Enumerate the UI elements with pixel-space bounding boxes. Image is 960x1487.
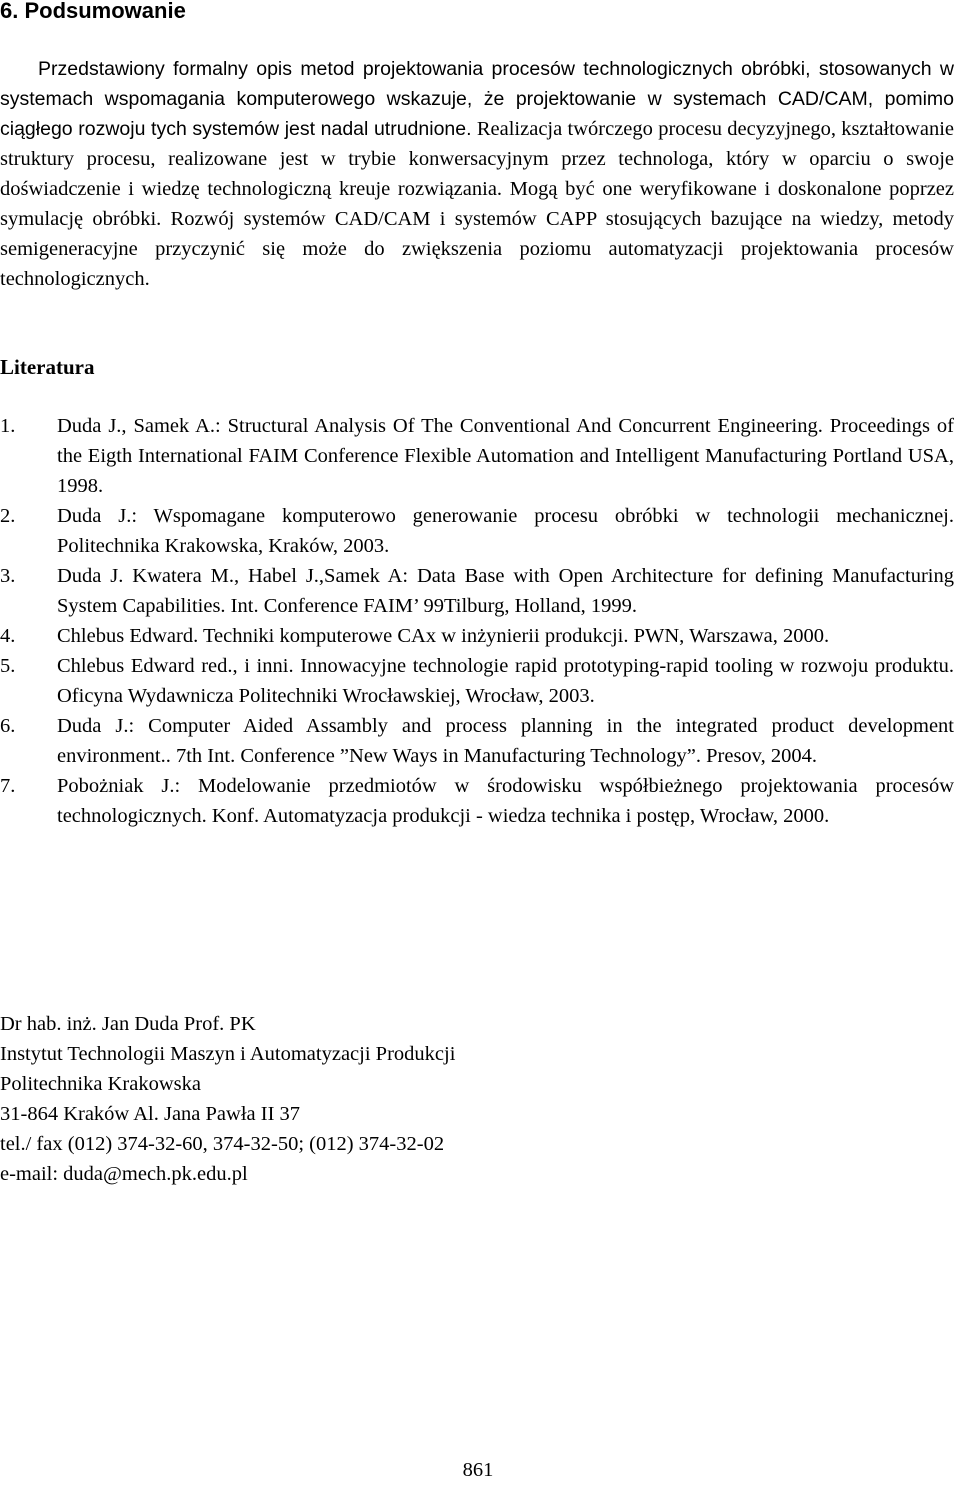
reference-text	[57, 655, 954, 707]
reference-text-main: Duda J.: Computer Aided Assambly and process planning in the integrated product development environment.. 7th Int. Conference ”New Ways in Manufacturing Technology”. Presov, 2004.	[57, 715, 954, 767]
author-contact-block	[0, 1009, 455, 1189]
summary-text-part3: Rozwój systemów CAD/CAM i systemów CAPP stosujących bazujące na wiedzy, metody semigeneracyjne przyczynić się może do zwiększenia poziomu automatyzacji projektowania procesów technologicznych.	[0, 208, 954, 290]
reference-text-main: Pobożniak J.: Modelowanie przedmiotów w środowisku współbieżnego projektowania procesów technologicznych. Konf. Automatyzacja produkcji - wiedza technika i postęp, Wrocław, 2000.	[57, 775, 954, 827]
reference-text-rest: Proceedings of the Eigth International FAIM Conference Flexible Automation and Intelligent Manufacturing Portland USA, 1998.	[57, 415, 954, 497]
reference-text-main: Duda J.: Wspomagane komputerowo generowanie procesu obróbki w technologii mechanicznej. Politechnika Krakowska, Kraków, 2003.	[57, 505, 954, 557]
author-email: e-mail: duda@mech.pk.edu.pl	[0, 1163, 248, 1185]
author-address: 31-864 Kraków Al. Jana Pawła II 37	[0, 1103, 301, 1125]
reference-number: 2.	[0, 505, 16, 527]
reference-text-main: Duda J. Kwatera M., Habel J.,Samek A: Data Base with Open Architecture for defining Manufacturing System Capabilities. Int. Conference FAIM’ 99Tilburg, Holland, 1999.	[57, 565, 954, 617]
reference-text	[57, 625, 829, 647]
reference-number: 6.	[0, 715, 16, 737]
reference-text-main: Chlebus Edward. Techniki komputerowe CAx w inżynierii produkcji. PWN, Warszawa, 2000.	[57, 625, 830, 647]
reference-item	[0, 501, 954, 561]
reference-number: 3.	[0, 565, 16, 587]
reference-item	[0, 621, 954, 651]
reference-number: 5.	[0, 655, 16, 677]
reference-text-main: Duda J., Samek A.: Structural Analysis Of The Conventional And Concurrent Engineering.	[57, 415, 823, 437]
reference-text	[57, 415, 954, 497]
author-institute: Instytut Technologii Maszyn i Automatyzacji Produkcji	[0, 1043, 456, 1065]
summary-paragraph	[0, 54, 954, 294]
literature-heading: Literatura	[0, 355, 95, 379]
reference-text-rest: Innowacyjne technologie rapid prototyping-rapid tooling w rozwoju produktu. Oficyna Wydawnicza Politechniki Wrocławskiej, Wrocław, 2003.	[57, 655, 954, 707]
page-number: 861	[462, 1459, 494, 1481]
reference-item	[0, 411, 954, 501]
reference-text	[57, 505, 954, 557]
reference-text	[57, 775, 954, 827]
reference-item	[0, 711, 954, 771]
reference-item	[0, 651, 954, 711]
reference-item	[0, 561, 954, 621]
summary-text-part2: Realizacja twórczego procesu decyzyjnego, kształtowanie struktury procesu, realizowane jest w trybie konwersacyjnym przez technologa, który w oparciu o swoje doświadczenie i wiedzę technologiczną kreuje rozwiązania. Mogą być one weryfikowane i doskonalone poprzez symulację obróbki.	[0, 118, 955, 230]
reference-text	[57, 715, 954, 767]
summary-text-part1: Przedstawiony formalny opis metod projektowania procesów technologicznych obróbki, stosowanych w systemach wspomagania komputerowego wskazuje, że projektowanie w systemach CAD/CAM, pomimo ciągłego rozwoju tych systemów jest nadal utrudnione.	[0, 58, 954, 140]
author-phone: tel./ fax (012) 374-32-60, 374-32-50; (012) 374-32-02	[0, 1133, 445, 1155]
reference-item	[0, 771, 954, 831]
reference-list	[0, 411, 954, 831]
reference-number: 4.	[0, 625, 16, 647]
reference-number: 7.	[0, 775, 16, 797]
reference-text-main: Chlebus Edward red., i inni.	[57, 655, 294, 677]
author-name: Dr hab. inż. Jan Duda Prof. PK	[0, 1013, 256, 1035]
reference-text	[57, 565, 954, 617]
author-university: Politechnika Krakowska	[0, 1073, 201, 1095]
reference-number: 1.	[0, 415, 16, 437]
section-heading: 6. Podsumowanie	[0, 0, 186, 23]
